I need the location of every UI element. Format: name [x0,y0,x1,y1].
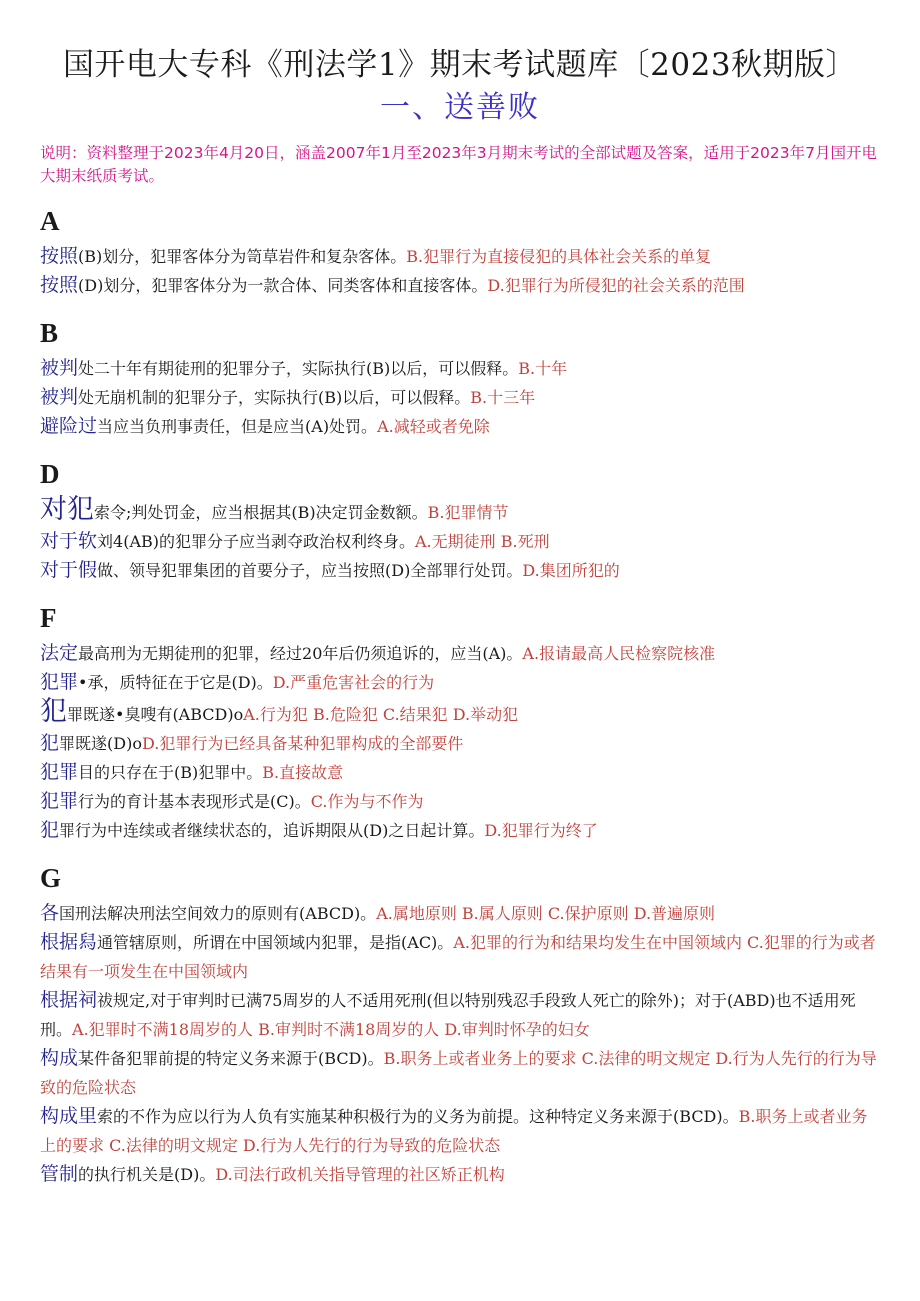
question-text: 索令;判处罚金，应当根据其(B)决定罚金数额。 [94,503,428,522]
question-item [40,928,880,986]
answer-text: D.犯罪行为已经具备某种犯罪构成的全部要件 [141,734,464,753]
question-text: 做、领导犯罪集团的首要分子，应当按照(D)全部罪行处罚。 [97,561,523,580]
answer-text: D.严重危害社会的行为 [272,673,435,692]
question-text: 目的只存在于(B)犯罪中。 [78,763,263,782]
question-item [40,556,880,585]
question-lead: 犯 [40,819,60,841]
question-item [40,1160,880,1189]
question-item [40,1044,880,1102]
question-text: •承，质特征在于它是(D)。 [78,673,273,692]
question-lead: 根据舄 [40,931,98,953]
question-sections [0,204,920,1189]
question-lead: 犯罪 [40,761,79,783]
question-text: 处二十年有期徒刑的犯罪分子，实际执行(B)以后，可以假释。 [78,359,519,378]
answer-text: D.犯罪行为所侵犯的社会关系的范围 [487,276,745,295]
question-text: 最高刑为无期徒刑的犯罪，经过20年后仍须追诉的，应当(A)。 [78,644,523,663]
answer-text: D.集团所犯的 [522,561,620,580]
answer-text: A.属地原则 B.属人原则 C.保护原则 D.普遍原则 [376,904,716,923]
answer-text: B.职务上或者业务上的要求 C.法律的明文规定 D.行为人先行的行为导致的危险状态 [40,1107,868,1155]
question-item [40,495,880,527]
answer-text: B.职务上或者业务上的要求 C.法律的明文规定 D.行为人先行的行为导致的危险状态 [40,1049,877,1097]
page-subtitle: 一、送善败 [380,90,540,125]
section-letter: G [40,863,62,893]
question-lead: 管制 [40,1163,79,1185]
question-lead: 根据祠 [40,989,98,1011]
answer-text: A.犯罪的行为和结果均发生在中国领域内 C.犯罪的行为或者结果有一项发生在中国领域内 [40,933,876,981]
answer-text: A.报请最高人民检察院核准 [522,644,716,663]
question-text: (D)划分，犯罪客体分为一款合体、同类客体和直接客体。 [78,276,488,295]
question-text: 罪既遂(D)o [59,734,142,753]
question-lead: 法定 [40,642,79,664]
question-item [40,986,880,1044]
question-lead: 犯罪 [40,671,79,693]
answer-text: A.减轻或者免除 [377,417,490,436]
question-text: 某件备犯罪前提的特定义务来源于(BCD)。 [78,1049,384,1068]
question-item [40,816,880,845]
answer-text: B.十三年 [470,388,536,407]
question-item [40,697,880,729]
answer-text: D.司法行政机关指导管理的社区矫正机构 [215,1165,505,1184]
answer-text: B.十年 [518,359,568,378]
question-text: 刘4(AB)的犯罪分子应当剥夺政治权利终身。 [97,532,415,551]
description-note: 说明：资料整理于2023年4月20日，涵盖2007年1月至2023年3月期末考试的全部试题及答案，适用于2023年7月国开电大期末纸质考试。 [40,144,877,185]
section-letter: F [40,603,57,633]
question-text: 罪行为中连续或者继续状态的，追诉期限从(D)之日起计算。 [59,821,485,840]
question-lead: 按照 [40,274,79,296]
question-item [40,354,880,383]
answer-text: B.犯罪情节 [427,503,509,522]
question-item [40,668,880,697]
question-item [40,729,880,758]
question-lead: 对犯 [40,495,94,525]
answer-text: A.无期徒刑 B.死刑 [415,532,550,551]
answer-text: A.犯罪时不满18周岁的人 B.审判时不满18周岁的人 D.审判时怀孕的妇女 [72,1020,590,1039]
question-item [40,271,880,300]
question-item [40,639,880,668]
answer-text: C.作为与不作为 [310,792,424,811]
question-text: 祓规定,对于审判时已满75周岁的人不适用死刑(但以特别残忍手段致人死亡的除外)；对于(ABD)也不适用死刑。 [40,991,856,1039]
question-lead: 犯罪 [40,790,79,812]
section-letter: B [40,318,59,348]
answer-text: B.直接故意 [262,763,344,782]
question-lead: 对于假 [40,559,98,581]
question-item [40,383,880,412]
question-lead: 犯 [40,697,67,727]
question-item [40,242,880,271]
answer-text: B.犯罪行为直接侵犯的具体社会关系的单复 [406,247,712,266]
question-item [40,899,880,928]
question-lead: 被判 [40,386,79,408]
question-lead: 被判 [40,357,79,379]
section-letter: D [40,459,60,489]
question-text: 罪既遂•臭嗖有(ABCD)o [67,705,244,724]
question-item [40,1102,880,1160]
section-letter: A [40,206,60,236]
question-text: 行为的育计基本表现形式是(C)。 [78,792,311,811]
question-lead: 避险过 [40,415,98,437]
answer-text: A.行为犯 B.危险犯 C.结果犯 D.举动犯 [243,705,519,724]
question-lead: 构成里 [40,1105,98,1127]
question-lead: 构成 [40,1047,79,1069]
question-item [40,787,880,816]
question-lead: 各 [40,902,60,924]
question-text: 的执行机关是(D)。 [78,1165,216,1184]
question-lead: 按照 [40,245,79,267]
answer-text: D.犯罪行为终了 [484,821,598,840]
question-lead: 犯 [40,732,60,754]
page-title: 国开电大专科《刑法学1》期末考试题库〔2023秋期版〕 [62,47,858,83]
question-item [40,527,880,556]
question-item [40,412,880,441]
question-text: 当应当负刑事责任，但是应当(A)处罚。 [97,417,378,436]
question-text: 通管辖原则，所谓在中国领域内犯罪，是指(AC)。 [97,933,454,952]
question-text: 国刑法解决刑法空间效力的原则有(ABCD)。 [59,904,377,923]
question-item [40,758,880,787]
question-text: 处无崩机制的犯罪分子，实际执行(B)以后，可以假释。 [78,388,471,407]
question-lead: 对于软 [40,530,98,552]
question-text: 索的不作为应以行为人负有实施某种积极行为的义务为前提。这种特定义务来源于(BCD)。 [97,1107,739,1126]
question-text: (B)划分，犯罪客体分为笥草岩件和复杂客体。 [78,247,407,266]
